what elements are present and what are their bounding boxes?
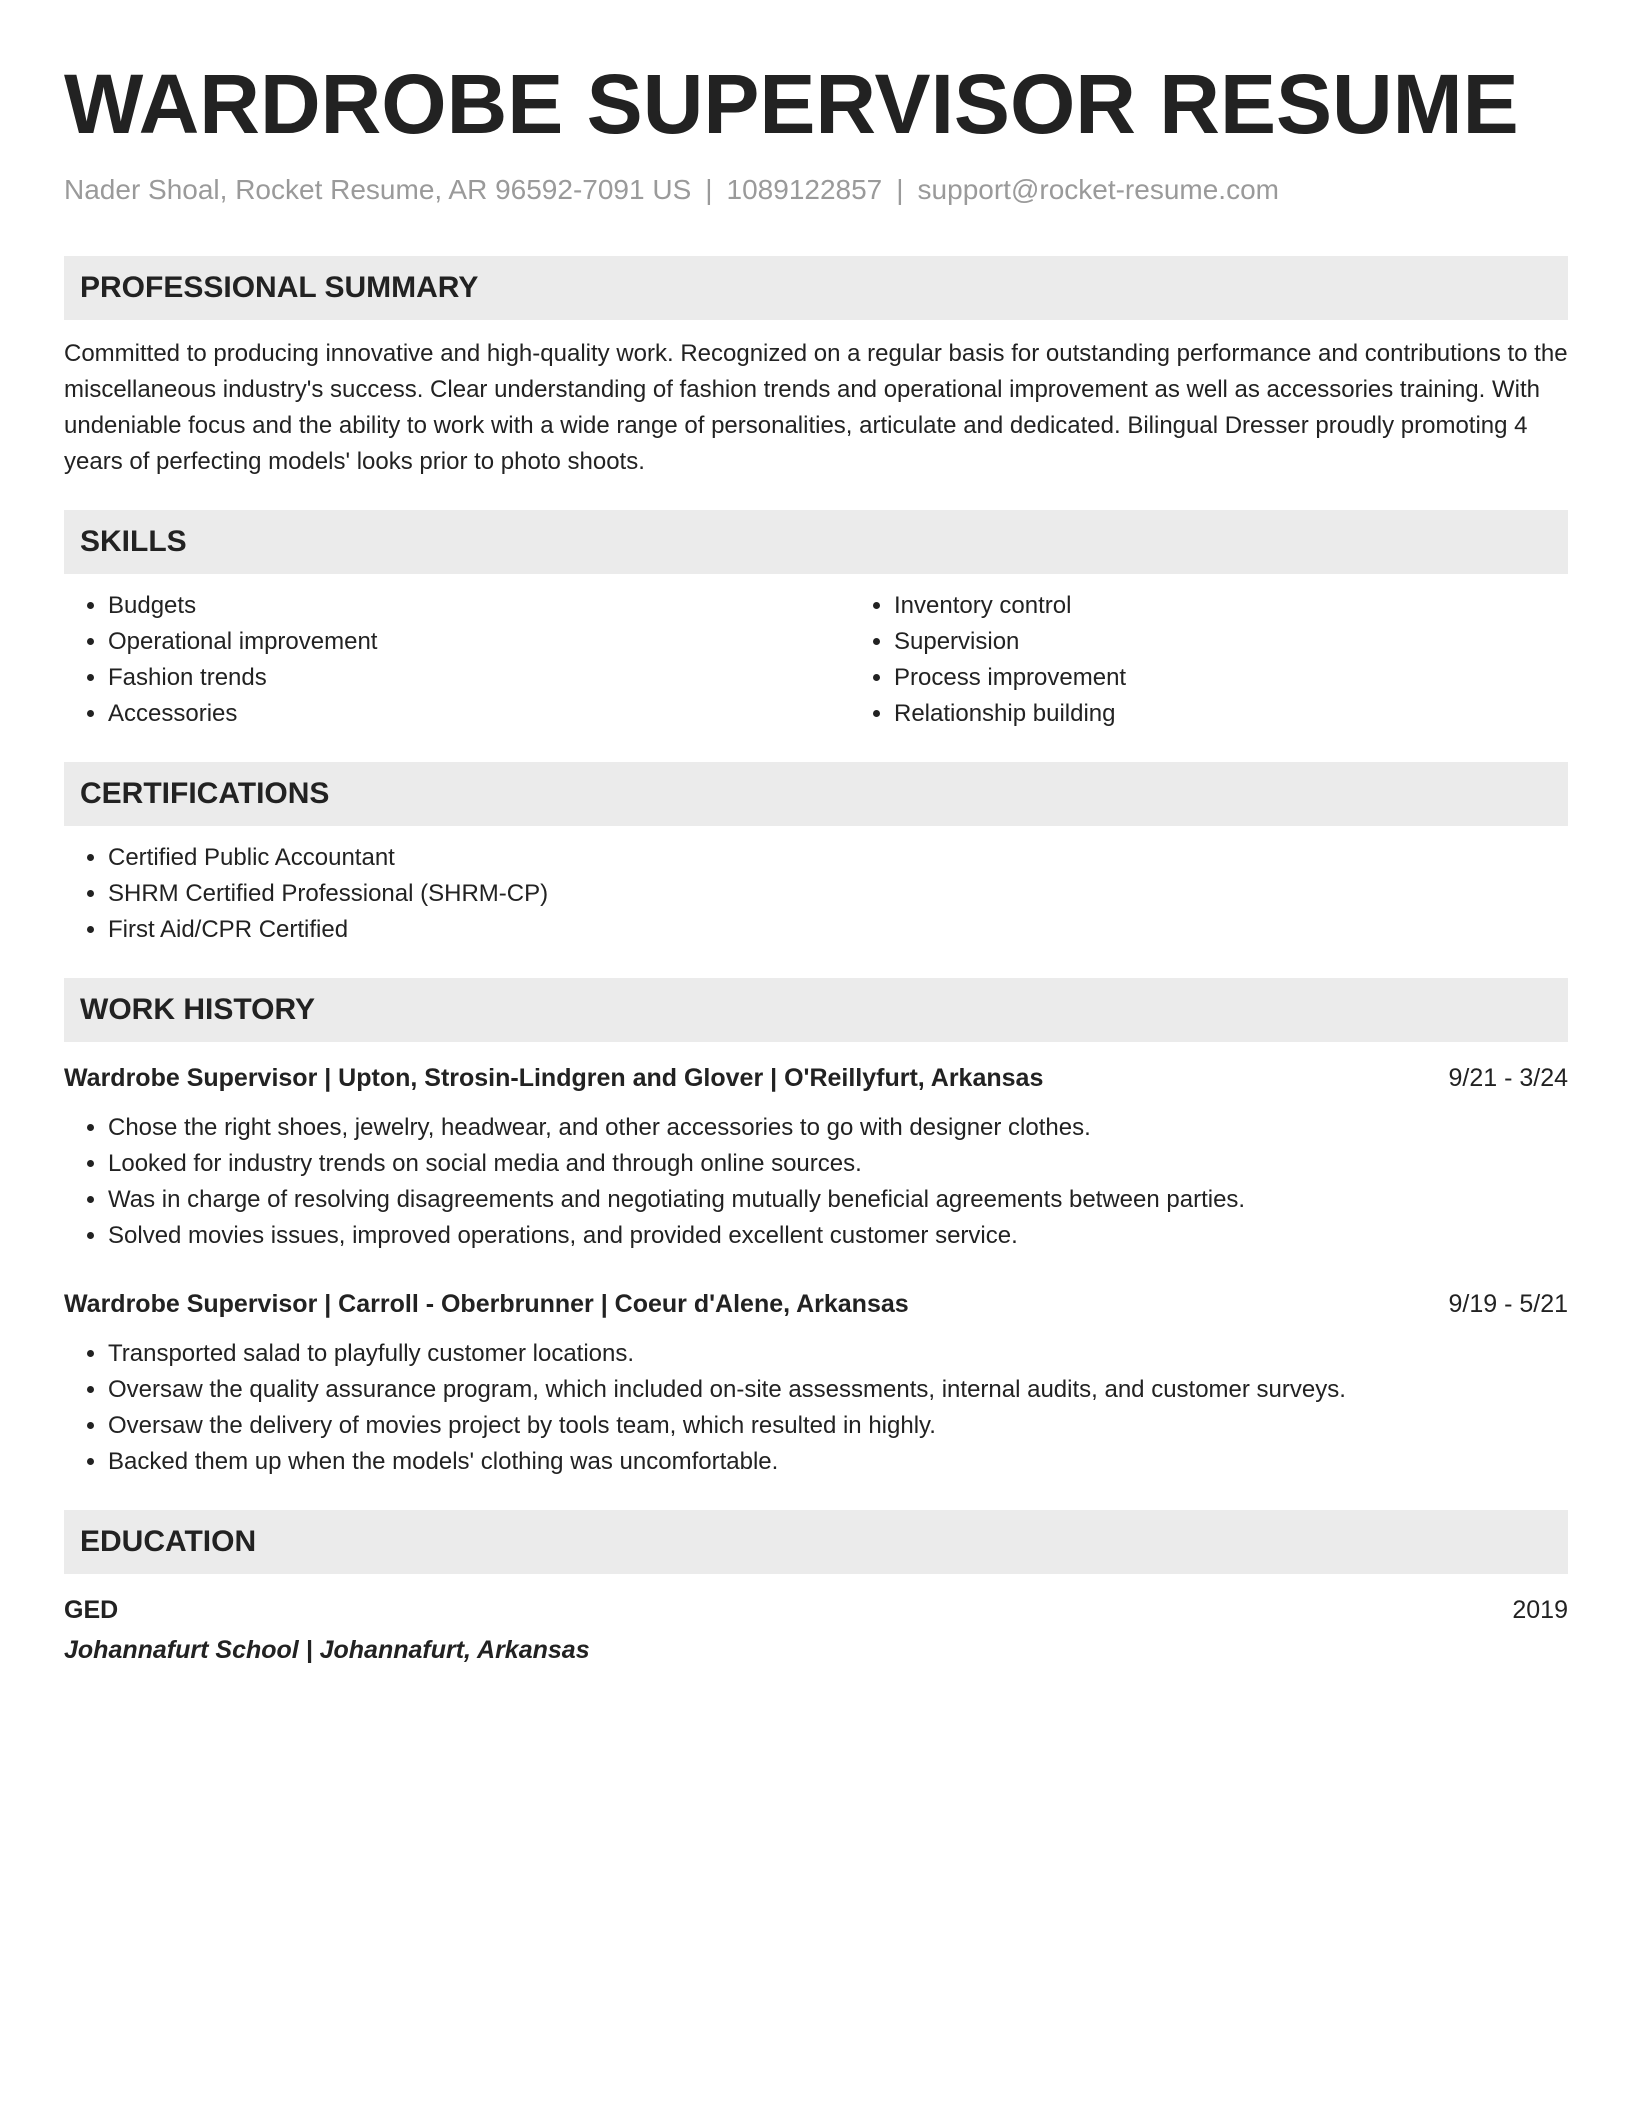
- resume-title: WARDROBE SUPERVISOR RESUME: [64, 57, 1519, 151]
- job-bullet: • Oversaw the delivery of movies project by tools team, which resulted in highly.: [108, 1408, 1568, 1444]
- education-heading: EDUCATION: [64, 1510, 1568, 1574]
- skill-item: • Fashion trends: [108, 660, 850, 696]
- skills-column-right: [850, 588, 1632, 732]
- skill-item: • Process improvement: [894, 660, 1632, 696]
- skill-item: • Inventory control: [894, 588, 1632, 624]
- contact-address: Nader Shoal, Rocket Resume, AR 96592-7091 US: [64, 174, 692, 205]
- skills-column-left: [64, 588, 850, 732]
- certifications-list: [64, 840, 1568, 948]
- skill-item: • Operational improvement: [108, 624, 850, 660]
- job-title: Wardrobe Supervisor | Carroll - Oberbrunner | Coeur d'Alene, Arkansas: [64, 1290, 909, 1318]
- work-history-heading: WORK HISTORY: [64, 978, 1568, 1042]
- job-dates: 9/21 - 3/24: [1448, 1064, 1568, 1092]
- job-bullet: • Backed them up when the models' clothing was uncomfortable.: [108, 1444, 1568, 1480]
- summary-text: Committed to producing innovative and high-quality work. Recognized on a regular basis for outstanding performance and contributions to the miscellaneous industry's success. Clear understanding of fashion trends and operational improvement as well as accessories training. With undeniable focus and the ability to work with a wide range of personalities, articulate and dedicated. Bilingual Dresser proudly promoting 4 years of perfecting models' looks prior to photo shoots.: [64, 340, 1568, 475]
- job-bullet: • Chose the right shoes, jewelry, headwear, and other accessories to go with designer clothes.: [108, 1110, 1568, 1146]
- education-year: 2019: [1512, 1596, 1568, 1624]
- job-header: [64, 1060, 1568, 1096]
- job-title: Wardrobe Supervisor | Upton, Strosin-Lindgren and Glover | O'Reillyfurt, Arkansas: [64, 1064, 1044, 1092]
- contact-line: [64, 172, 1568, 208]
- contact-separator: |: [896, 174, 904, 205]
- education-header: [64, 1592, 1568, 1628]
- contact-separator: |: [705, 174, 713, 205]
- skill-item: • Relationship building: [894, 696, 1632, 732]
- skill-item: • Budgets: [108, 588, 850, 624]
- skill-item: • Supervision: [894, 624, 1632, 660]
- certification-item: • Certified Public Accountant: [108, 840, 1568, 876]
- job-bullet: • Oversaw the quality assurance program, which included on-site assessments, internal audits, and customer surveys.: [108, 1372, 1568, 1408]
- job-bullet: • Transported salad to playfully customer locations.: [108, 1336, 1568, 1372]
- job-bullets: [64, 1336, 1568, 1480]
- job-bullet: • Looked for industry trends on social media and through online sources.: [108, 1146, 1568, 1182]
- skill-item: • Accessories: [108, 696, 850, 732]
- skills-list: [64, 574, 1568, 732]
- certification-item: • First Aid/CPR Certified: [108, 912, 1568, 948]
- education-degree: GED: [64, 1596, 119, 1624]
- job-bullet: • Solved movies issues, improved operations, and provided excellent customer service.: [108, 1218, 1568, 1254]
- education-school: Johannafurt School | Johannafurt, Arkansas: [64, 1636, 590, 1664]
- job-header: [64, 1286, 1568, 1322]
- job-bullet: • Was in charge of resolving disagreements and negotiating mutually beneficial agreements between parties.: [108, 1182, 1568, 1218]
- skills-heading: SKILLS: [64, 510, 1568, 574]
- contact-email: support@rocket-resume.com: [917, 174, 1279, 205]
- certifications-heading: CERTIFICATIONS: [64, 762, 1568, 826]
- contact-phone: 1089122857: [726, 174, 883, 205]
- job-bullets: [64, 1110, 1568, 1254]
- certification-item: • SHRM Certified Professional (SHRM-CP): [108, 876, 1568, 912]
- job-dates: 9/19 - 5/21: [1448, 1290, 1568, 1318]
- summary-heading: PROFESSIONAL SUMMARY: [64, 256, 1568, 320]
